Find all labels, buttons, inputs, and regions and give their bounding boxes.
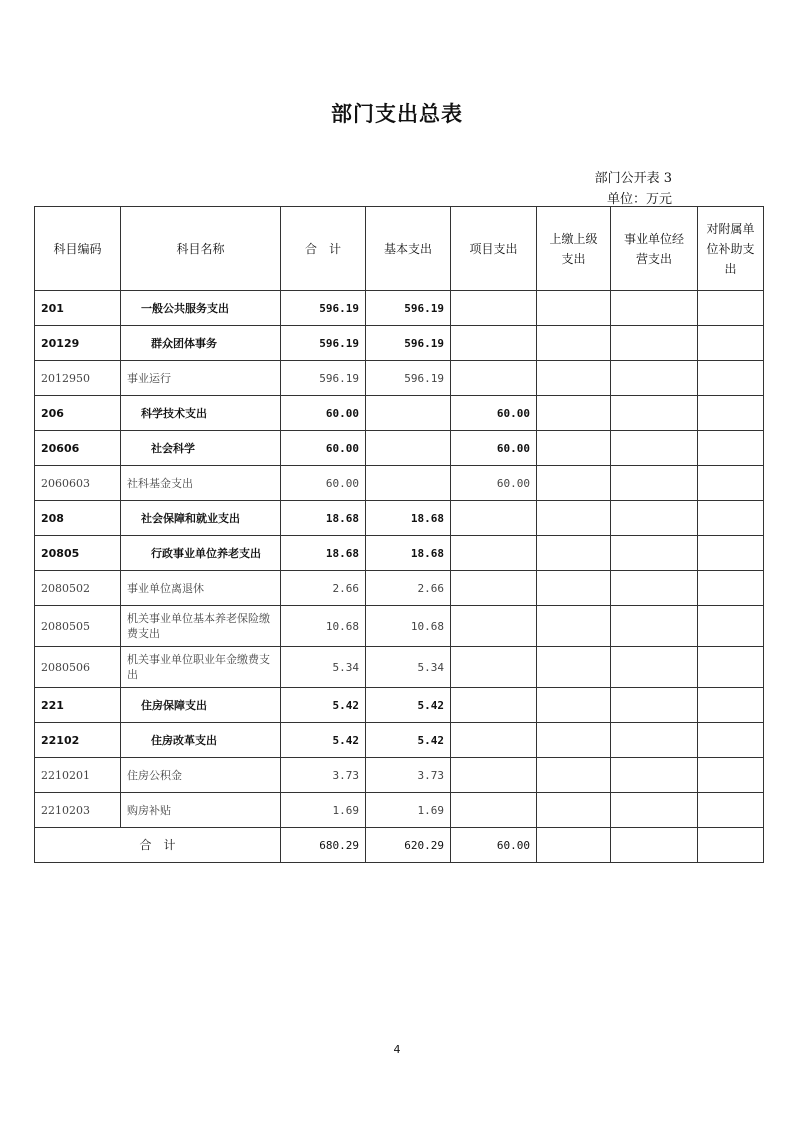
cell-project <box>451 688 537 723</box>
cell-name: 社会保障和就业支出 <box>121 501 281 536</box>
cell-code: 208 <box>35 501 121 536</box>
table-row <box>35 536 764 571</box>
cell-business <box>611 536 698 571</box>
unit-label: 单位：万元 <box>606 192 672 207</box>
cell-project <box>451 758 537 793</box>
header-remit: 上缴上级支出 <box>537 207 611 291</box>
cell-total: 18.68 <box>281 536 366 571</box>
cell-business <box>611 431 698 466</box>
cell-remit <box>537 606 611 647</box>
cell-total: 596.19 <box>281 361 366 396</box>
table-header-row <box>35 207 764 291</box>
table-row <box>35 647 764 688</box>
cell-project <box>451 793 537 828</box>
table-row <box>35 606 764 647</box>
cell-business <box>611 466 698 501</box>
table-row <box>35 291 764 326</box>
cell-project: 60.00 <box>451 431 537 466</box>
cell-code: 2080502 <box>35 571 121 606</box>
cell-code: 2080506 <box>35 647 121 688</box>
table-row <box>35 361 764 396</box>
cell-code: 20805 <box>35 536 121 571</box>
cell-project <box>451 291 537 326</box>
cell-remit <box>537 466 611 501</box>
page-title: 部门支出总表 <box>331 102 463 126</box>
cell-name: 一般公共服务支出 <box>121 291 281 326</box>
cell-business <box>611 571 698 606</box>
cell-subsidy <box>698 326 764 361</box>
cell-remit <box>537 361 611 396</box>
cell-remit <box>537 758 611 793</box>
header-total: 合 计 <box>281 207 366 291</box>
table-row <box>35 571 764 606</box>
cell-subsidy <box>698 571 764 606</box>
cell-code: 2210201 <box>35 758 121 793</box>
cell-code: 221 <box>35 688 121 723</box>
cell-basic <box>366 466 451 501</box>
table-row <box>35 758 764 793</box>
total-total: 680.29 <box>281 828 366 863</box>
total-subsidy <box>698 828 764 863</box>
cell-project: 60.00 <box>451 396 537 431</box>
cell-basic: 1.69 <box>366 793 451 828</box>
cell-name: 事业单位离退休 <box>121 571 281 606</box>
cell-project <box>451 361 537 396</box>
cell-basic: 5.34 <box>366 647 451 688</box>
cell-subsidy <box>698 688 764 723</box>
cell-total: 1.69 <box>281 793 366 828</box>
cell-subsidy <box>698 723 764 758</box>
cell-remit <box>537 688 611 723</box>
cell-project <box>451 606 537 647</box>
cell-basic <box>366 431 451 466</box>
cell-subsidy <box>698 793 764 828</box>
total-business <box>611 828 698 863</box>
cell-subsidy <box>698 606 764 647</box>
table-row <box>35 793 764 828</box>
cell-basic: 596.19 <box>366 326 451 361</box>
cell-project <box>451 501 537 536</box>
cell-basic: 2.66 <box>366 571 451 606</box>
form-number: 部门公开表 3 <box>594 171 672 186</box>
cell-business <box>611 793 698 828</box>
cell-total: 18.68 <box>281 501 366 536</box>
total-basic: 620.29 <box>366 828 451 863</box>
cell-total: 5.42 <box>281 723 366 758</box>
table-row <box>35 396 764 431</box>
cell-basic: 596.19 <box>366 361 451 396</box>
cell-code: 206 <box>35 396 121 431</box>
cell-name: 科学技术支出 <box>121 396 281 431</box>
table-row <box>35 688 764 723</box>
cell-subsidy <box>698 758 764 793</box>
cell-business <box>611 326 698 361</box>
cell-remit <box>537 291 611 326</box>
cell-project <box>451 647 537 688</box>
cell-total: 60.00 <box>281 396 366 431</box>
cell-basic: 5.42 <box>366 723 451 758</box>
cell-remit <box>537 501 611 536</box>
cell-project <box>451 571 537 606</box>
header-subsidy: 对附属单位补助支出 <box>698 207 764 291</box>
cell-remit <box>537 396 611 431</box>
cell-name: 购房补贴 <box>121 793 281 828</box>
cell-business <box>611 361 698 396</box>
cell-total: 596.19 <box>281 326 366 361</box>
total-remit <box>537 828 611 863</box>
cell-remit <box>537 723 611 758</box>
cell-basic: 18.68 <box>366 536 451 571</box>
cell-project <box>451 326 537 361</box>
cell-total: 2.66 <box>281 571 366 606</box>
total-project: 60.00 <box>451 828 537 863</box>
cell-code: 2080505 <box>35 606 121 647</box>
cell-basic <box>366 396 451 431</box>
table-row <box>35 326 764 361</box>
cell-code: 20129 <box>35 326 121 361</box>
cell-business <box>611 501 698 536</box>
cell-code: 201 <box>35 291 121 326</box>
cell-subsidy <box>698 647 764 688</box>
cell-project <box>451 536 537 571</box>
cell-total: 5.34 <box>281 647 366 688</box>
cell-name: 住房改革支出 <box>121 723 281 758</box>
cell-basic: 18.68 <box>366 501 451 536</box>
cell-remit <box>537 793 611 828</box>
cell-basic: 10.68 <box>366 606 451 647</box>
cell-name: 群众团体事务 <box>121 326 281 361</box>
header-project: 项目支出 <box>451 207 537 291</box>
cell-name: 机关事业单位基本养老保险缴费支出 <box>121 606 281 647</box>
cell-project: 60.00 <box>451 466 537 501</box>
cell-basic: 3.73 <box>366 758 451 793</box>
header-name: 科目名称 <box>121 207 281 291</box>
cell-total: 10.68 <box>281 606 366 647</box>
header-business: 事业单位经营支出 <box>611 207 698 291</box>
cell-code: 2060603 <box>35 466 121 501</box>
cell-name: 事业运行 <box>121 361 281 396</box>
table-row <box>35 723 764 758</box>
total-label: 合 计 <box>35 828 281 863</box>
cell-total: 60.00 <box>281 466 366 501</box>
cell-project <box>451 723 537 758</box>
cell-subsidy <box>698 501 764 536</box>
cell-subsidy <box>698 431 764 466</box>
cell-subsidy <box>698 291 764 326</box>
cell-code: 22102 <box>35 723 121 758</box>
cell-subsidy <box>698 361 764 396</box>
cell-total: 3.73 <box>281 758 366 793</box>
cell-business <box>611 647 698 688</box>
cell-remit <box>537 431 611 466</box>
cell-basic: 596.19 <box>366 291 451 326</box>
cell-subsidy <box>698 396 764 431</box>
total-row <box>35 828 764 863</box>
cell-total: 5.42 <box>281 688 366 723</box>
cell-remit <box>537 647 611 688</box>
expenditure-table <box>34 206 764 863</box>
cell-business <box>611 291 698 326</box>
cell-subsidy <box>698 536 764 571</box>
cell-business <box>611 396 698 431</box>
header-code: 科目编码 <box>35 207 121 291</box>
cell-name: 行政事业单位养老支出 <box>121 536 281 571</box>
cell-total: 60.00 <box>281 431 366 466</box>
header-basic: 基本支出 <box>366 207 451 291</box>
cell-business <box>611 758 698 793</box>
cell-name: 机关事业单位职业年金缴费支出 <box>121 647 281 688</box>
table-row <box>35 431 764 466</box>
cell-name: 住房公积金 <box>121 758 281 793</box>
page-number: 4 <box>393 1043 401 1056</box>
cell-name: 社科基金支出 <box>121 466 281 501</box>
cell-business <box>611 606 698 647</box>
cell-code: 2012950 <box>35 361 121 396</box>
table-row <box>35 466 764 501</box>
cell-name: 住房保障支出 <box>121 688 281 723</box>
cell-business <box>611 723 698 758</box>
cell-total: 596.19 <box>281 291 366 326</box>
cell-remit <box>537 536 611 571</box>
cell-name: 社会科学 <box>121 431 281 466</box>
cell-code: 2210203 <box>35 793 121 828</box>
table-row <box>35 501 764 536</box>
cell-remit <box>537 326 611 361</box>
cell-basic: 5.42 <box>366 688 451 723</box>
cell-remit <box>537 571 611 606</box>
cell-business <box>611 688 698 723</box>
cell-subsidy <box>698 466 764 501</box>
cell-code: 20606 <box>35 431 121 466</box>
